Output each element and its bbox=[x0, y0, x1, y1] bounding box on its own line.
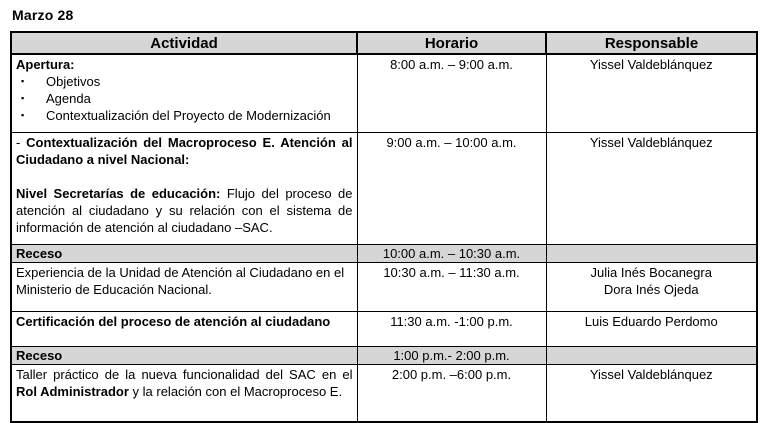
responsible-cell: Yissel Valdeblánquez bbox=[546, 133, 757, 245]
page-title: Marzo 28 bbox=[12, 7, 74, 23]
activity-title: Apertura: bbox=[16, 57, 75, 72]
activity-paragraph bbox=[16, 134, 353, 168]
time-cell: 1:00 p.m.- 2:00 p.m. bbox=[357, 347, 546, 365]
recess-label-cell: Receso bbox=[11, 347, 357, 365]
activity-text: y la relación con el Macroproceso E. bbox=[128, 384, 343, 399]
activity-bold-text: Nivel Secretarías de educación: bbox=[16, 186, 227, 201]
activity-cell bbox=[11, 133, 357, 245]
responsible-cell: Yissel Valdeblánquez bbox=[546, 365, 757, 423]
table-row-certificacion bbox=[11, 312, 757, 347]
activity-text: Taller práctico de la nueva funcionalidad del SAC en el bbox=[16, 367, 353, 382]
time-cell: 8:00 a.m. – 9:00 a.m. bbox=[357, 54, 546, 133]
responsible-cell bbox=[546, 263, 757, 312]
table-row-contextualizacion bbox=[11, 133, 757, 245]
activity-cell: Certificación del proceso de atención al ciudadano bbox=[11, 312, 357, 347]
activity-paragraph bbox=[16, 185, 353, 236]
activity-paragraph bbox=[16, 366, 353, 400]
activity-cell bbox=[11, 54, 357, 133]
responsible-cell: Yissel Valdeblánquez bbox=[546, 54, 757, 133]
activity-bullet-list bbox=[16, 73, 353, 124]
header-row bbox=[11, 32, 757, 54]
table-row-taller bbox=[11, 365, 757, 423]
activity-text: Flujo del proceso de atención al ciudadano y su relación con el sistema de información de atención al ciudadano –SAC. bbox=[16, 186, 353, 235]
activity-dash: - bbox=[16, 135, 27, 150]
activity-cell: Experiencia de la Unidad de Atención al Ciudadano en el Ministerio de Educación Nacional. bbox=[11, 263, 357, 312]
time-cell: 10:30 a.m. – 11:30 a.m. bbox=[357, 263, 546, 312]
table-row-apertura bbox=[11, 54, 757, 133]
responsible-name: Julia Inés Bocanegra bbox=[590, 265, 712, 280]
table-row-experiencia bbox=[11, 263, 757, 312]
time-cell: 2:00 p.m. –6:00 p.m. bbox=[357, 365, 546, 423]
column-header-responsable: Responsable bbox=[546, 32, 757, 54]
responsible-name: Dora Inés Ojeda bbox=[603, 282, 699, 297]
table-row-receso-2 bbox=[11, 347, 757, 365]
list-item: ▪ Contextualización del Proyecto de Modernización bbox=[16, 107, 353, 124]
column-header-actividad: Actividad bbox=[11, 32, 357, 54]
column-header-horario: Horario bbox=[357, 32, 546, 54]
table-row-receso-1 bbox=[11, 245, 757, 263]
activity-bold-text: Rol Administrador bbox=[16, 384, 129, 399]
recess-label-cell: Receso bbox=[11, 245, 357, 263]
list-item: ▪ Objetivos bbox=[16, 73, 353, 90]
activity-cell bbox=[11, 365, 357, 423]
responsible-cell bbox=[546, 347, 757, 365]
responsible-cell bbox=[546, 245, 757, 263]
activity-bold-text: Contextualización del Macroproceso E. Atención al Ciudadano a nivel Nacional: bbox=[16, 135, 353, 167]
time-cell: 11:30 a.m. -1:00 p.m. bbox=[357, 312, 546, 347]
time-cell: 10:00 a.m. – 10:30 a.m. bbox=[357, 245, 546, 263]
schedule-table bbox=[10, 31, 758, 423]
list-item: ▪ Agenda bbox=[16, 90, 353, 107]
responsible-cell: Luis Eduardo Perdomo bbox=[546, 312, 757, 347]
time-cell: 9:00 a.m. – 10:00 a.m. bbox=[357, 133, 546, 245]
